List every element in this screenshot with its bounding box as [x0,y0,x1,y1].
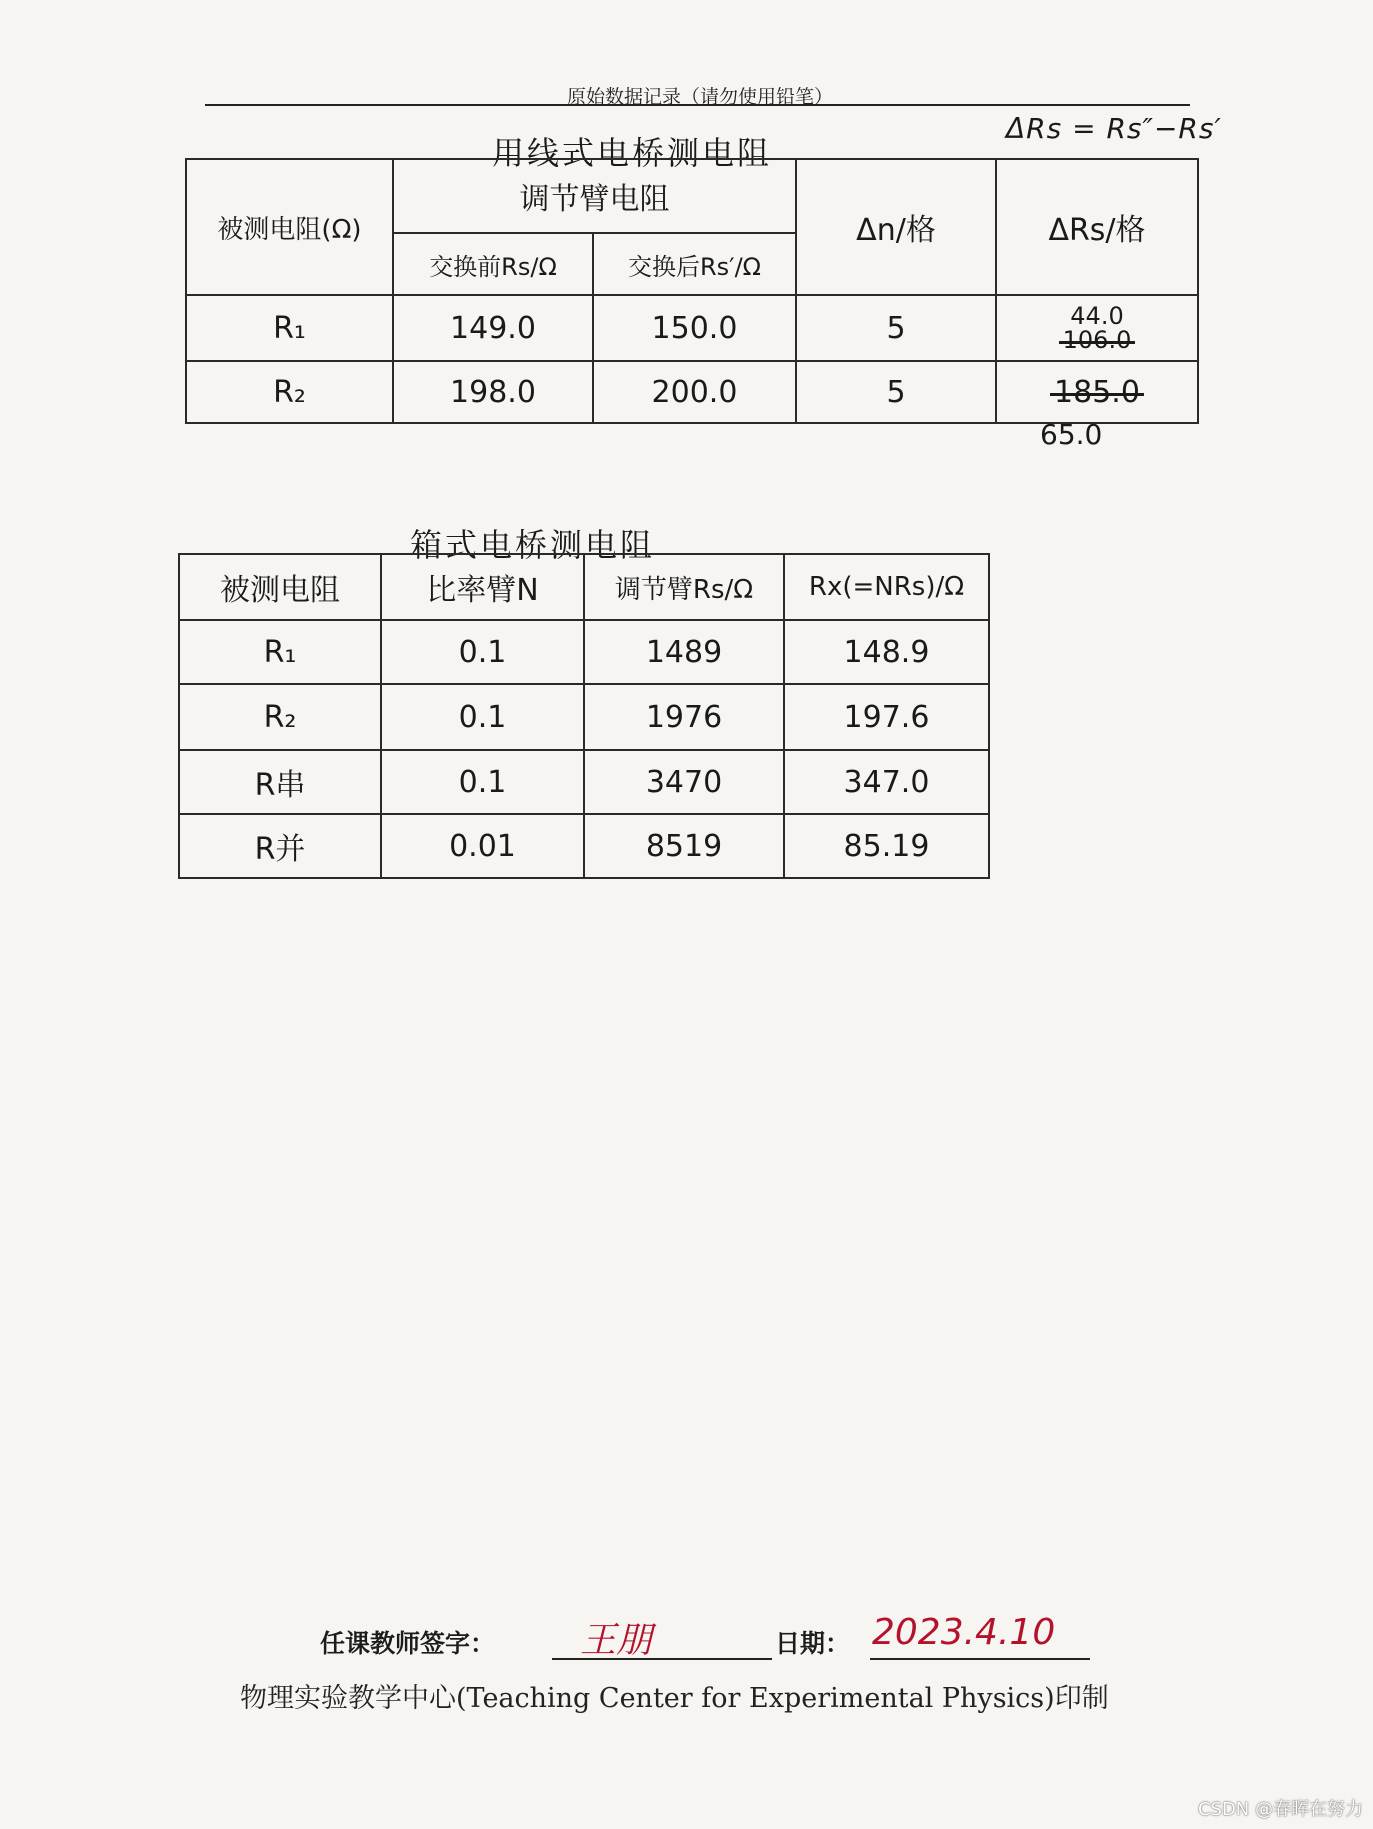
signature-line [552,1658,772,1660]
row-rx: 148.9 [784,620,989,684]
row-ratio: 0.1 [381,684,584,750]
table-row [179,620,989,684]
row-before: 149.0 [393,295,593,361]
drs-corrected-value: 65.0 [1040,418,1103,451]
table-row [186,361,1198,423]
header-rx: Rx(=NRs)/Ω [784,554,989,620]
row-name: R₂ [179,684,381,750]
row-drs [996,361,1198,423]
date-line [870,1658,1090,1660]
table-row [179,750,989,814]
header-adjust-arm: 调节臂Rs/Ω [584,554,784,620]
header-resistor: 被测电阻 [179,554,381,620]
box-bridge-table [178,553,990,879]
teacher-signature: 王朋 [580,1620,653,1661]
row-dn: 5 [796,295,996,361]
row-name: R₁ [186,295,393,361]
row-arm: 1489 [584,620,784,684]
drs-corrected-value: 44.0 [1070,302,1124,330]
date-value: 2023.4.10 [872,1612,1056,1653]
header-rule [205,104,1190,106]
header-resistor: 被测电阻(Ω) [186,159,393,295]
date-label: 日期： [775,1629,851,1658]
box-bridge-title: 箱式电桥测电阻 [410,526,656,564]
header-ratio-arm: 比率臂N [381,554,584,620]
watermark: CSDN @春晖在努力 [1197,1799,1363,1820]
row-arm: 1976 [584,684,784,750]
row-arm: 3470 [584,750,784,814]
row-name: R₂ [186,361,393,423]
row-rx: 347.0 [784,750,989,814]
slide-wire-title: 用线式电桥测电阻 [492,134,773,172]
header-adjust-arm: 调节臂电阻 [393,159,796,233]
teacher-signature-label: 任课教师签字： [320,1629,496,1658]
header-before-swap: 交换前Rs/Ω [393,233,593,295]
delta-rs-formula: ΔRs = Rs″−Rs′ [1006,112,1222,145]
row-after: 200.0 [593,361,796,423]
signature-row [320,1612,1120,1672]
row-arm: 8519 [584,814,784,878]
row-rx: 85.19 [784,814,989,878]
slide-wire-table [185,158,1199,424]
row-name: R串 [179,750,381,814]
row-name: R并 [179,814,381,878]
row-dn: 5 [796,361,996,423]
header-delta-rs: ΔRs/格 [996,159,1198,295]
row-drs [996,295,1198,361]
row-after: 150.0 [593,295,796,361]
drs-crossed-value: 185.0 [1054,374,1140,410]
row-ratio: 0.01 [381,814,584,878]
row-before: 198.0 [393,361,593,423]
row-ratio: 0.1 [381,620,584,684]
table-row [179,814,989,878]
table-row [179,684,989,750]
table-row [186,295,1198,361]
header-delta-n: Δn/格 [796,159,996,295]
header-after-swap: 交换后Rs′/Ω [593,233,796,295]
page-header: 原始数据记录（请勿使用铅笔） [566,86,833,108]
drs-crossed-value: 106.0 [1062,326,1132,354]
row-name: R₁ [179,620,381,684]
row-ratio: 0.1 [381,750,584,814]
row-rx: 197.6 [784,684,989,750]
footer-printer-note: 物理实验教学中心(Teaching Center for Experimental Physics)印制 [240,1683,1109,1714]
